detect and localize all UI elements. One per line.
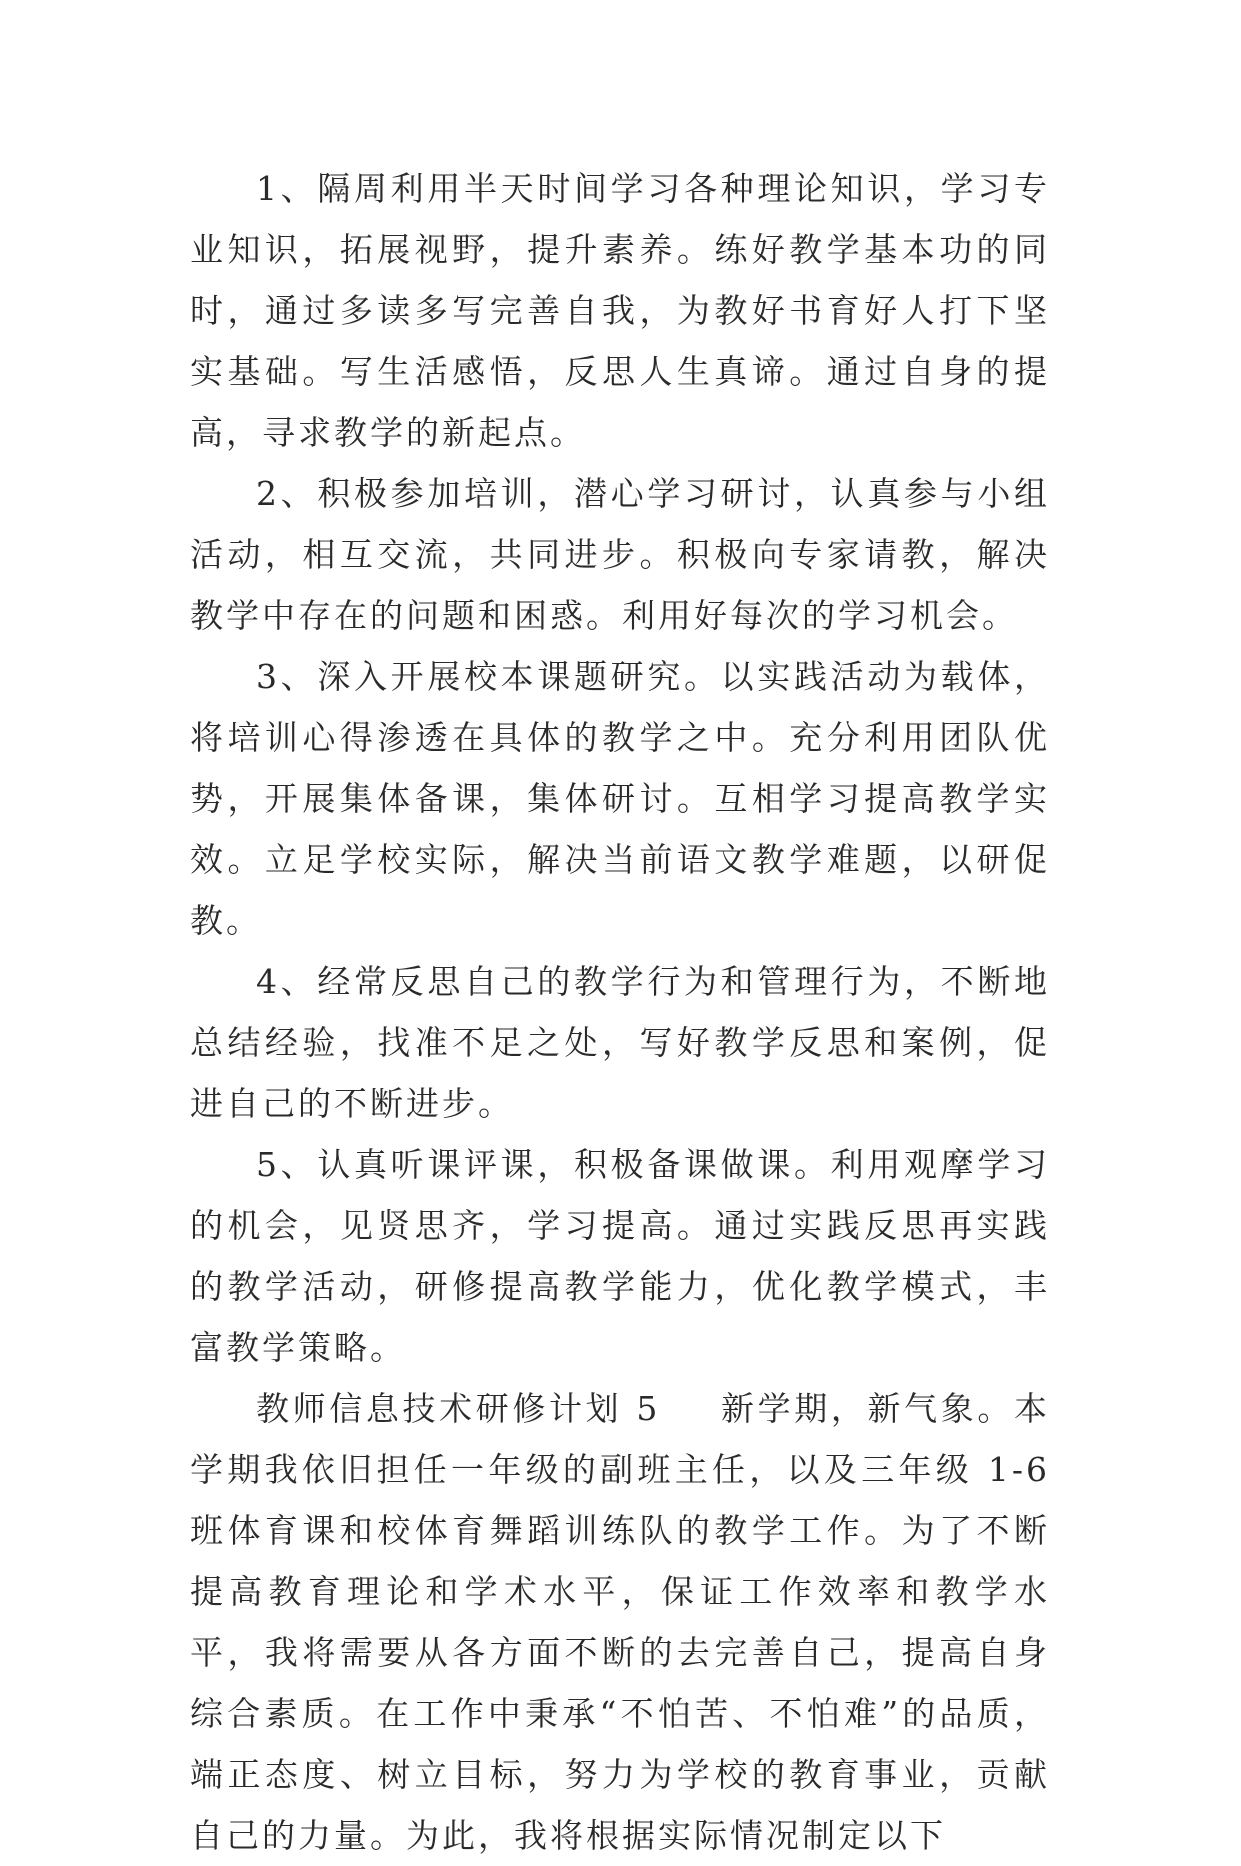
plan-heading: 教师信息技术研修计划 5 [256,1389,661,1428]
document-body [190,158,1050,1866]
paragraph-plan-5 [190,1378,1050,1866]
paragraph-1: 1、隔周利用半天时间学习各种理论知识，学习专业知识，拓展视野，提升素养。练好教学基本功的同时，通过多读多写完善自我，为教好书育好人打下坚实基础。写生活感悟，反思人生真谛。通过自身的提高，寻求教学的新起点。 [190,169,1050,452]
paragraph-3: 3、深入开展校本课题研究。以实践活动为载体，将培训心得渗透在具体的教学之中。充分利用团队优势，开展集体备课，集体研讨。互相学习提高教学实效。立足学校实际，解决当前语文教学难题，以研促教。 [190,657,1050,940]
paragraph-5: 5、认真听课评课，积极备课做课。利用观摩学习的机会，见贤思齐，学习提高。通过实践反思再实践的教学活动，研修提高教学能力，优化教学模式，丰富教学策略。 [190,1145,1050,1367]
paragraph-4: 4、经常反思自己的教学行为和管理行为，不断地总结经验，找准不足之处，写好教学反思和案例，促进自己的不断进步。 [190,962,1050,1123]
plan-body: 新学期，新气象。本学期我依旧担任一年级的副班主任，以及三年级 1-6 班体育课和校体育舞蹈训练队的教学工作。为了不断提高教育理论和学术水平，保证工作效率和教学水平，我将需要从各方面不断的去完善自己，提高自身综合素质。在工作中秉承“不怕苦、不怕难”的品质，端正态度、树立目标，努力为学校的教育事业，贡献自己的力量。为此，我将根据实际情况制定以下 [190,1389,1050,1855]
paragraph-2: 2、积极参加培训，潜心学习研讨，认真参与小组活动，相互交流，共同进步。积极向专家请教，解决教学中存在的问题和困惑。利用好每次的学习机会。 [190,474,1050,635]
